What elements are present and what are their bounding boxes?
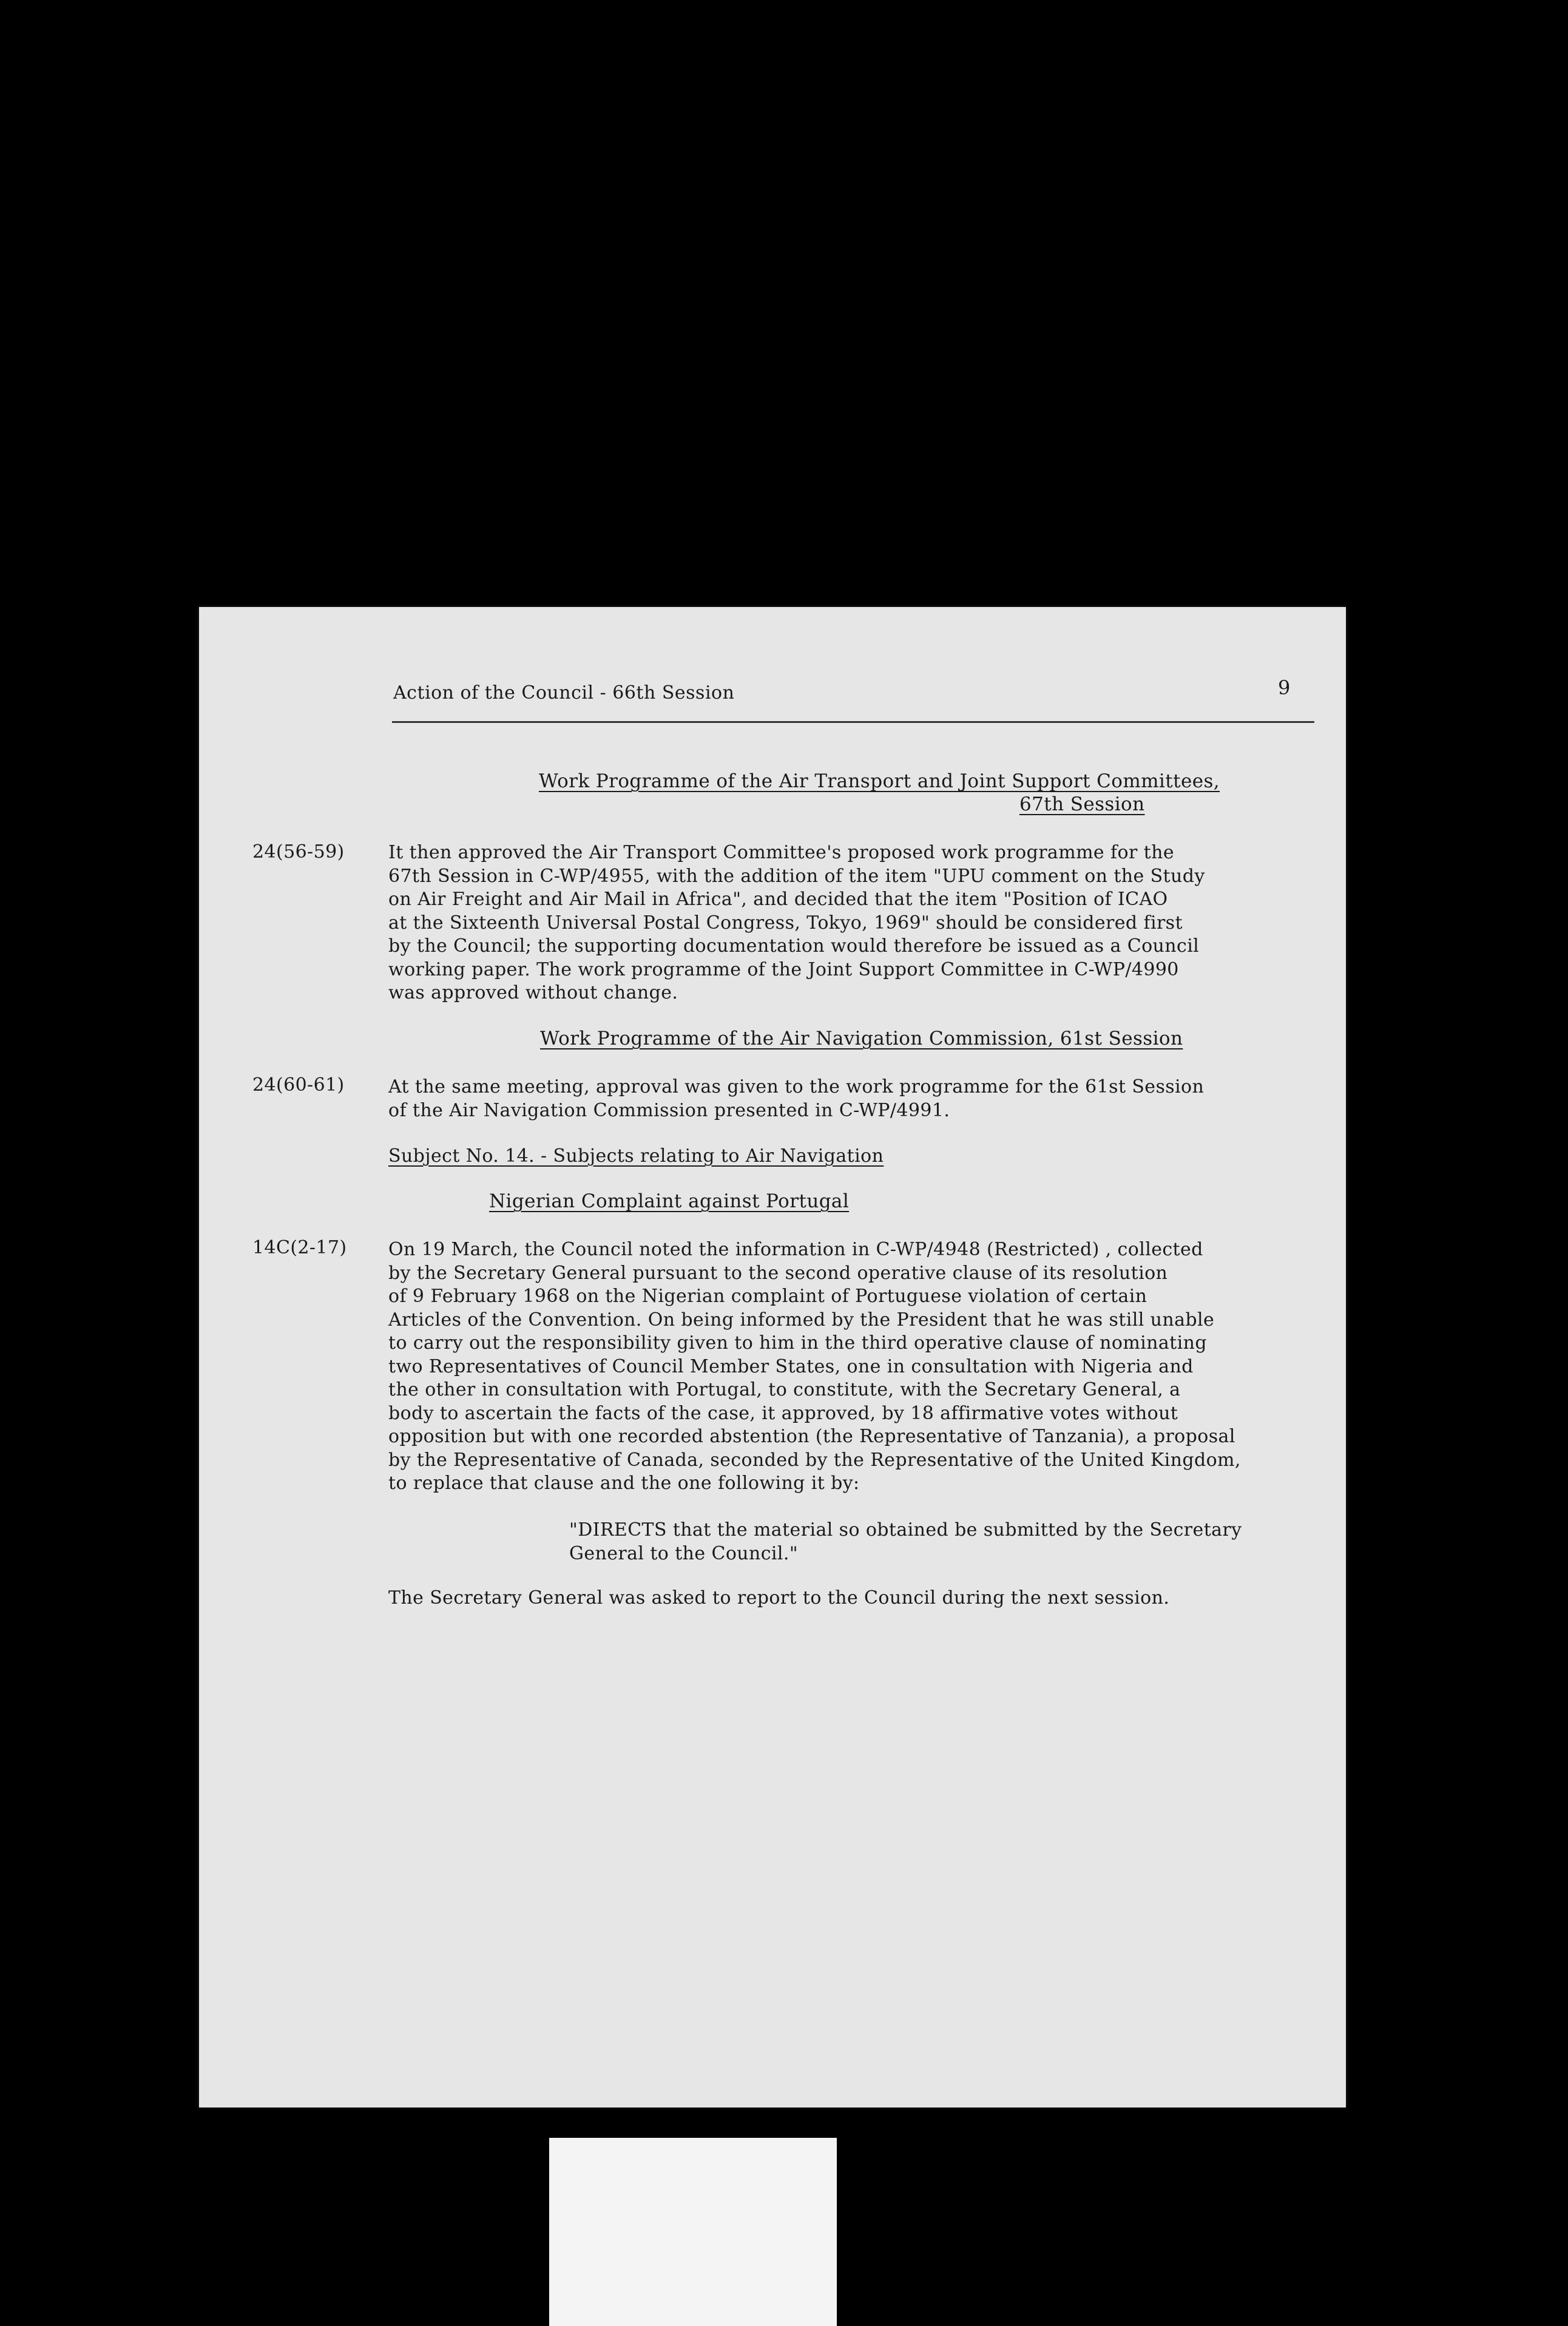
paragraph-nigerian-complaint: On 19 March, the Council noted the information in C-WP/4948 (Restricted) , collected by the Secretary General pursuant to the second operative clause of its resolution of 9 February 1968 on the Nigerian complaint of Portuguese violation of certain Articles of the Convention. On being informed by the President that he was still unable to carry out the responsibility given to him in the third operative clause of nominating two Representatives of Council Member States, one in consultation with Nigeria and the other in consultation with Portugal, to constitute, with the Secretary General, a body to ascertain the facts of the case, it approved, by 18 affirmative votes without opposition but with one recorded abstention (the Representative of Tanzania), a proposal by the Representative of Canada, seconded by the Representative of the United Kingdom, to replace that clause and the one following it by: [388,1239,1241,1494]
section-heading-air-navigation [540,1027,1329,1050]
paragraph-ref-14c-2-17: 14C(2-17) [252,1237,347,1258]
quoted-directive: "DIRECTS that the material so obtained be submitted by the Secretary General to the Council." [569,1519,1242,1564]
subject-heading-text: Subject No. 14. - Subjects relating to Air Navigation [388,1145,884,1167]
paragraph-ref-24-56-59: 24(56-59) [252,841,345,863]
closing-paragraph: The Secretary General was asked to report to the Council during the next session. [388,1587,1170,1609]
section-heading-nigerian-complaint [489,1190,1035,1213]
subject-heading [388,1145,1117,1168]
header-rule [392,721,1314,723]
running-header-title: Action of the Council - 66th Session [393,682,735,704]
section-heading-line1: Work Programme of the Air Transport and Joint Support Committees, [539,770,1220,792]
page-number: 9 [1278,676,1291,699]
paragraph-air-transport: It then approved the Air Transport Committee's proposed work programme for the 67th Session in C-WP/4955, with the addition of the item "UPU comment on the Study on Air Freight and Air Mail in Africa", and decided that the item "Position of ICAO at the Sixteenth Universal Postal Congress, Tokyo, 1969" should be considered first by the Council; the supporting documentation would therefore be issued as a Council working paper. The work programme of the Joint Support Committee in C-WP/4990 was approved without change. [388,842,1205,1003]
section-heading-nigerian-complaint-text: Nigerian Complaint against Portugal [489,1190,850,1212]
document-page [199,607,1346,2107]
section-heading-air-transport-line2 [806,793,1384,816]
section-heading-air-transport [539,770,1510,793]
paragraph-ref-24-60-61: 24(60-61) [252,1074,345,1096]
section-heading-air-navigation-text: Work Programme of the Air Navigation Commission, 61st Session [540,1028,1183,1049]
film-label-slip [549,2138,837,2326]
section-heading-line2: 67th Session [1019,793,1145,815]
paragraph-air-navigation: At the same meeting, approval was given to the work programme for the 61st Session of the Air Navigation Commission presented in C-WP/4991. [388,1076,1205,1121]
